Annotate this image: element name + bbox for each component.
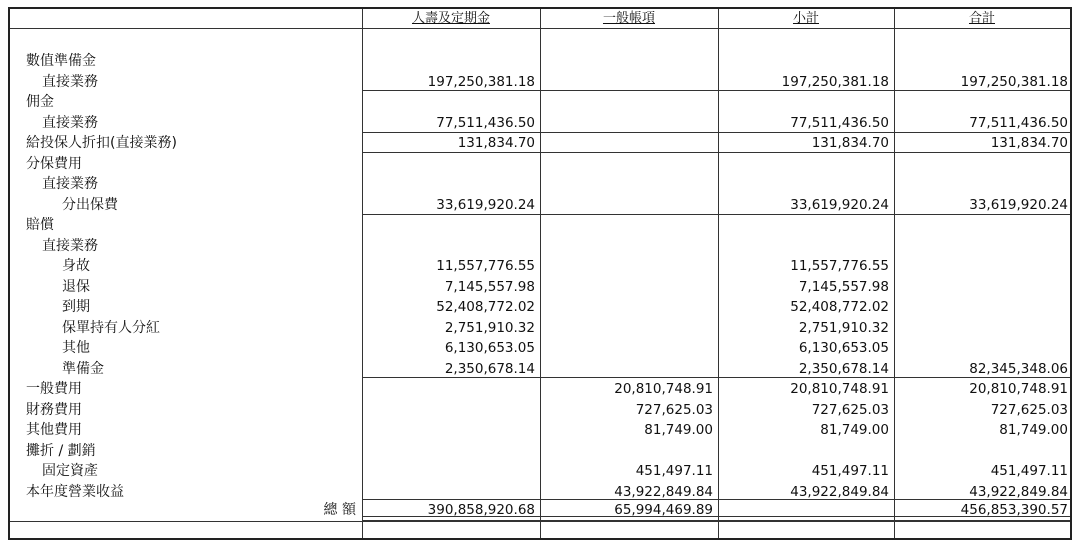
- row-value: 727,625.03: [990, 401, 1068, 418]
- row-label: 賠償: [26, 217, 54, 233]
- row-value: 81,749.00: [820, 422, 889, 438]
- row-label: 保單持有人分紅: [62, 319, 160, 336]
- row-value: 81,749.00: [999, 422, 1068, 438]
- row-value: 20,810,748.91: [790, 381, 889, 397]
- row-label: 直接業務: [42, 237, 98, 254]
- row-value: 727,625.03: [635, 401, 713, 418]
- row-value: 6,130,653.05: [798, 340, 889, 356]
- row-label: 佣金: [26, 94, 54, 110]
- row-label: 準備金: [62, 360, 104, 377]
- row-label: 其他費用: [26, 422, 82, 438]
- row-value: 33,619,920.24: [790, 196, 889, 213]
- column-header-total: 合計: [968, 11, 995, 26]
- total-general: 65,994,469.89: [614, 502, 713, 518]
- row-value: 451,497.11: [811, 463, 889, 479]
- row-label: 一般費用: [26, 381, 82, 397]
- row-value: 131,834.70: [811, 135, 889, 151]
- row-value: 77,511,436.50: [790, 114, 889, 131]
- row-label: 身故: [62, 258, 90, 274]
- financial-statement-table: [8, 7, 1072, 540]
- row-label: 攤折 / 劃銷: [26, 442, 96, 459]
- row-value: 197,250,381.18: [781, 73, 889, 90]
- row-value: 20,810,748.91: [614, 381, 713, 397]
- row-value: 2,350,678.14: [444, 360, 535, 377]
- row-label: 其他: [62, 340, 90, 356]
- row-value: 451,497.11: [990, 463, 1068, 479]
- row-label: 分保費用: [26, 155, 82, 172]
- row-value: 33,619,920.24: [436, 196, 535, 213]
- total-life: 390,858,920.68: [427, 502, 535, 518]
- row-label: 分出保費: [62, 196, 118, 213]
- column-header-life: 人壽及定期金: [411, 11, 490, 26]
- row-value: 197,250,381.18: [960, 73, 1068, 90]
- row-value: 82,345,348.06: [969, 360, 1068, 377]
- row-value: 81,749.00: [644, 422, 713, 438]
- row-label: 數值準備金: [26, 53, 96, 69]
- bottom-rule: [10, 521, 1070, 522]
- total-grand: 456,853,390.57: [960, 502, 1068, 518]
- row-label: 退保: [62, 278, 90, 295]
- row-value: 43,922,849.84: [614, 483, 713, 500]
- column-divider: [540, 9, 541, 538]
- row-value: 727,625.03: [811, 401, 889, 418]
- row-value: 2,751,910.32: [444, 319, 535, 336]
- row-value: 131,834.70: [990, 135, 1068, 151]
- column-header-subtotal: 小計: [792, 11, 819, 26]
- row-value: 197,250,381.18: [427, 73, 535, 90]
- row-value: 77,511,436.50: [969, 114, 1068, 131]
- row-label: 直接業務: [42, 176, 98, 192]
- header-rule: [10, 28, 1070, 29]
- row-value: 33,619,920.24: [969, 196, 1068, 213]
- row-label: 到期: [62, 299, 90, 315]
- row-value: 6,130,653.05: [444, 340, 535, 356]
- row-value: 131,834.70: [457, 135, 535, 151]
- row-value: 43,922,849.84: [969, 483, 1068, 500]
- row-label: 給投保人折扣(直接業務): [26, 135, 177, 151]
- row-value: 7,145,557.98: [798, 278, 889, 295]
- column-header-general: 一般帳項: [602, 11, 655, 26]
- row-value: 20,810,748.91: [969, 381, 1068, 397]
- row-label: 本年度營業收益: [26, 483, 124, 500]
- row-value: 2,350,678.14: [798, 360, 889, 377]
- total-label: 總 額: [323, 502, 356, 518]
- row-value: 77,511,436.50: [436, 114, 535, 131]
- row-value: 43,922,849.84: [790, 483, 889, 500]
- row-value: 7,145,557.98: [444, 278, 535, 295]
- row-value: 2,751,910.32: [798, 319, 889, 336]
- row-value: 11,557,776.55: [790, 258, 889, 274]
- row-value: 52,408,772.02: [790, 299, 889, 315]
- row-label: 直接業務: [42, 114, 98, 131]
- row-label: 財務費用: [26, 401, 82, 418]
- row-value: 11,557,776.55: [436, 258, 535, 274]
- row-label: 直接業務: [42, 73, 98, 90]
- row-value: 52,408,772.02: [436, 299, 535, 315]
- row-value: 451,497.11: [635, 463, 713, 479]
- row-label: 固定資產: [42, 463, 98, 479]
